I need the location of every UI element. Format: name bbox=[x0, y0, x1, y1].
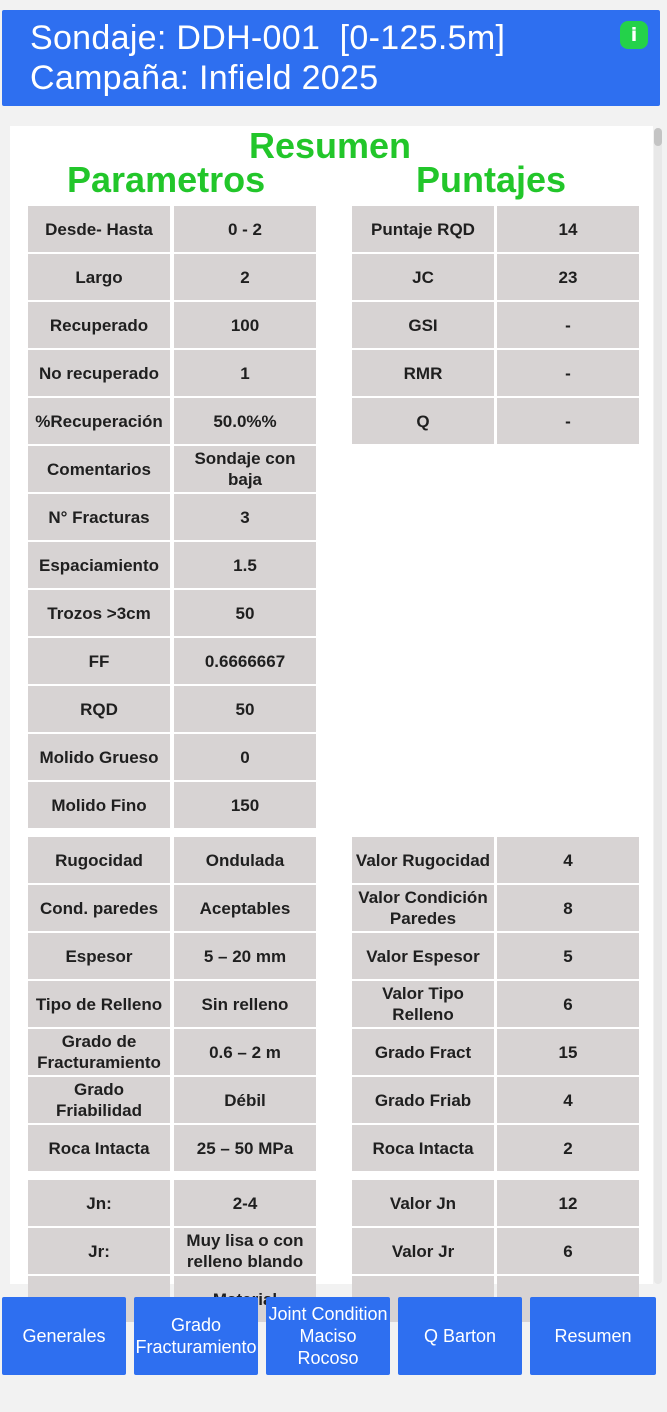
parametro-label-cell bbox=[28, 206, 170, 252]
puntaje-value-cell bbox=[497, 350, 639, 396]
puntaje-label-cell-text: Q bbox=[416, 411, 430, 431]
puntaje-value-cell-text: - bbox=[565, 315, 571, 335]
joint-param-label-cell-text: Espesor bbox=[65, 946, 133, 966]
joint-score-value-cell-text: 15 bbox=[558, 1042, 578, 1062]
puntaje-value-cell-text: 14 bbox=[558, 219, 578, 239]
joint-score-value-cell-text: 8 bbox=[563, 898, 573, 918]
q-score-value-cell-text: 12 bbox=[558, 1193, 578, 1213]
parametro-value-cell-text: 2 bbox=[240, 267, 250, 287]
parametro-label-cell bbox=[28, 590, 170, 636]
puntaje-value-cell bbox=[497, 302, 639, 348]
q-param-value-cell-text: 2-4 bbox=[232, 1193, 258, 1213]
joint-score-value-cell bbox=[497, 837, 639, 883]
bottom-nav bbox=[0, 1297, 667, 1377]
parametro-value-cell-text: 0 - 2 bbox=[227, 219, 263, 239]
joint-param-label-cell-text: Roca Intacta bbox=[48, 1138, 150, 1158]
joint-score-label-cell-text: Valor Condición Paredes bbox=[358, 888, 488, 928]
joint-param-value-cell-text: Aceptables bbox=[199, 898, 291, 918]
parametro-value-cell bbox=[174, 638, 316, 684]
parametro-value-cell-text: 1 bbox=[240, 363, 250, 383]
parametro-value-cell-text: 50 bbox=[235, 699, 255, 719]
joint-param-value-cell-text: 0.6 – 2 m bbox=[209, 1042, 281, 1062]
puntaje-value-cell bbox=[497, 254, 639, 300]
joint-param-label-cell bbox=[28, 981, 170, 1027]
joint-score-value-cell-text: 4 bbox=[563, 850, 573, 870]
scrollbar-thumb[interactable] bbox=[654, 128, 662, 146]
app-header bbox=[2, 10, 660, 106]
parametro-value-cell-text: 0 bbox=[240, 747, 250, 767]
q-param-value-cell bbox=[174, 1228, 316, 1274]
q-score-value-cell bbox=[497, 1180, 639, 1226]
joint-score-label-cell-text: Valor Tipo Relleno bbox=[382, 984, 464, 1024]
puntaje-value-cell-text: - bbox=[565, 363, 571, 383]
puntaje-label-cell-text: JC bbox=[412, 267, 434, 287]
joint-param-value-cell-text: Débil bbox=[224, 1090, 266, 1110]
nav-resumen-button[interactable] bbox=[530, 1297, 656, 1375]
nav-generales-button[interactable] bbox=[2, 1297, 126, 1375]
parametro-label-cell-text: Trozos >3cm bbox=[47, 603, 151, 623]
joint-param-label-cell-text: Grado de Fracturamiento bbox=[37, 1032, 161, 1072]
parametro-label-cell-text: Molido Fino bbox=[51, 795, 147, 815]
nav-label: Q Barton bbox=[423, 1326, 497, 1346]
joint-param-label-cell-text: Cond. paredes bbox=[39, 898, 159, 918]
campana-title: Campaña: Infield 2025 bbox=[30, 59, 379, 97]
joint-param-value-cell bbox=[174, 837, 316, 883]
joint-score-label-cell-text: Roca Intacta bbox=[372, 1138, 474, 1158]
parametro-value-cell-text: 150 bbox=[230, 795, 260, 815]
joint-score-value-cell bbox=[497, 1077, 639, 1123]
joint-score-value-cell bbox=[497, 885, 639, 931]
puntaje-value-cell bbox=[497, 206, 639, 252]
q-score-label-cell bbox=[352, 1228, 494, 1274]
parametro-value-cell-text: Sondaje con baja bbox=[194, 449, 296, 489]
parametro-label-cell-text: Desde- Hasta bbox=[45, 219, 153, 239]
joint-score-label-cell bbox=[352, 1029, 494, 1075]
joint-score-value-cell bbox=[497, 1029, 639, 1075]
nav-label: Joint Condition Maciso Rocoso bbox=[268, 1304, 388, 1368]
joint-param-label-cell bbox=[28, 837, 170, 883]
joint-score-label-cell-text: Valor Espesor bbox=[366, 946, 480, 966]
joint-score-value-cell-text: 5 bbox=[563, 946, 573, 966]
parametro-label-cell-text: Comentarios bbox=[47, 459, 151, 479]
puntaje-label-cell bbox=[352, 302, 494, 348]
parametro-label-cell-text: %Recuperación bbox=[35, 411, 163, 431]
puntaje-value-cell bbox=[497, 398, 639, 444]
joint-param-value-cell-text: Ondulada bbox=[205, 850, 285, 870]
nav-label: Resumen bbox=[554, 1326, 632, 1346]
joint-param-label-cell bbox=[28, 933, 170, 979]
joint-param-value-cell bbox=[174, 885, 316, 931]
parametro-value-cell-text: 50 bbox=[235, 603, 255, 623]
joint-score-label-cell bbox=[352, 837, 494, 883]
parametro-label-cell bbox=[28, 734, 170, 780]
resumen-title: Resumen bbox=[248, 125, 412, 166]
parametro-value-cell-text: 1.5 bbox=[233, 555, 257, 575]
joint-score-value-cell-text: 4 bbox=[563, 1090, 573, 1110]
parametro-label-cell bbox=[28, 350, 170, 396]
joint-score-value-cell bbox=[497, 1125, 639, 1171]
joint-score-label-cell bbox=[352, 933, 494, 979]
parametro-label-cell-text: No recuperado bbox=[39, 363, 159, 383]
joint-score-label-cell-text: Valor Rugocidad bbox=[355, 850, 491, 870]
parametro-value-cell-text: 100 bbox=[230, 315, 260, 335]
parametro-label-cell-text: Recuperado bbox=[49, 315, 149, 335]
parametro-value-cell bbox=[174, 782, 316, 828]
parametro-label-cell bbox=[28, 254, 170, 300]
joint-score-value-cell-text: 2 bbox=[563, 1138, 573, 1158]
joint-param-value-cell bbox=[174, 981, 316, 1027]
joint-param-value-cell bbox=[174, 1077, 316, 1123]
puntaje-label-cell-text: GSI bbox=[408, 315, 438, 335]
q-param-label-cell bbox=[28, 1180, 170, 1226]
parametro-value-cell bbox=[174, 686, 316, 732]
q-score-value-cell-text: 6 bbox=[563, 1241, 573, 1261]
parametro-value-cell bbox=[174, 590, 316, 636]
scrollbar-track[interactable] bbox=[654, 128, 662, 1284]
parametro-label-cell bbox=[28, 782, 170, 828]
puntajes-title: Puntajes bbox=[416, 159, 567, 200]
joint-param-label-cell-text: Tipo de Relleno bbox=[35, 994, 163, 1014]
parametro-value-cell bbox=[174, 494, 316, 540]
q-score-label-cell bbox=[352, 1180, 494, 1226]
summary-panel[interactable] bbox=[10, 126, 653, 1284]
joint-param-value-cell bbox=[174, 933, 316, 979]
parametro-value-cell bbox=[174, 350, 316, 396]
puntaje-value-cell-text: - bbox=[565, 411, 571, 431]
q-score-label-cell-text: Valor Jn bbox=[389, 1193, 457, 1213]
parametro-value-cell bbox=[174, 734, 316, 780]
parametro-value-cell bbox=[174, 206, 316, 252]
joint-param-value-cell bbox=[174, 1125, 316, 1171]
nav-label: Grado Fracturamiento bbox=[135, 1315, 257, 1357]
joint-param-value-cell bbox=[174, 1029, 316, 1075]
q-score-value-cell bbox=[497, 1228, 639, 1274]
parametro-value-cell-text: 0.6666667 bbox=[204, 651, 286, 671]
parametros-title: Parametros bbox=[67, 159, 266, 200]
nav-grado-fracturamiento-button[interactable] bbox=[134, 1297, 258, 1375]
parametro-value-cell-text: 50.0%% bbox=[213, 411, 277, 431]
puntaje-label-cell bbox=[352, 206, 494, 252]
puntaje-label-cell-text: Puntaje RQD bbox=[371, 219, 475, 239]
joint-param-label-cell-text: Grado Friabilidad bbox=[56, 1080, 142, 1120]
parametro-value-cell bbox=[174, 446, 316, 492]
parametro-label-cell bbox=[28, 638, 170, 684]
parametro-label-cell bbox=[28, 542, 170, 588]
joint-score-value-cell-text: 6 bbox=[563, 994, 573, 1014]
parametro-label-cell-text: RQD bbox=[80, 699, 118, 719]
joint-param-value-cell-text: 25 – 50 MPa bbox=[196, 1138, 294, 1158]
puntaje-value-cell-text: 23 bbox=[558, 267, 578, 287]
joint-param-value-cell-text: 5 – 20 mm bbox=[203, 946, 287, 966]
parametro-value-cell bbox=[174, 254, 316, 300]
parametro-value-cell bbox=[174, 302, 316, 348]
q-param-value-cell-text: Muy lisa o con relleno blando bbox=[186, 1231, 304, 1271]
joint-param-label-cell bbox=[28, 1029, 170, 1075]
joint-score-label-cell bbox=[352, 1125, 494, 1171]
puntaje-label-cell bbox=[352, 398, 494, 444]
parametro-label-cell bbox=[28, 302, 170, 348]
parametro-label-cell bbox=[28, 446, 170, 492]
joint-param-value-cell-text: Sin relleno bbox=[201, 994, 289, 1014]
joint-param-label-cell-text: Rugocidad bbox=[55, 850, 143, 870]
sondaje-title: Sondaje: DDH-001 [0-125.5m] bbox=[30, 19, 506, 57]
parametro-value-cell bbox=[174, 398, 316, 444]
info-icon[interactable]: i bbox=[620, 21, 648, 49]
joint-score-label-cell-text: Grado Fract bbox=[374, 1042, 472, 1062]
joint-param-label-cell bbox=[28, 1125, 170, 1171]
parametro-label-cell-text: N° Fracturas bbox=[48, 507, 150, 527]
parametro-label-cell-text: Molido Grueso bbox=[39, 747, 159, 767]
nav-q-barton-button[interactable] bbox=[398, 1297, 522, 1375]
parametro-label-cell-text: Largo bbox=[75, 267, 123, 287]
joint-param-label-cell bbox=[28, 1077, 170, 1123]
joint-score-value-cell bbox=[497, 933, 639, 979]
q-param-label-cell bbox=[28, 1228, 170, 1274]
q-score-label-cell-text: Valor Jr bbox=[391, 1241, 455, 1261]
q-param-label-cell-text: Jn: bbox=[86, 1193, 112, 1213]
nav-joint-condition-button[interactable] bbox=[266, 1297, 390, 1375]
joint-score-label-cell bbox=[352, 981, 494, 1027]
joint-param-label-cell bbox=[28, 885, 170, 931]
q-param-label-cell-text: Jr: bbox=[88, 1241, 110, 1261]
parametro-label-cell-text: FF bbox=[88, 651, 110, 671]
joint-score-value-cell bbox=[497, 981, 639, 1027]
joint-score-label-cell bbox=[352, 1077, 494, 1123]
parametro-label-cell bbox=[28, 398, 170, 444]
parametro-label-cell bbox=[28, 494, 170, 540]
joint-score-label-cell-text: Grado Friab bbox=[374, 1090, 472, 1110]
puntaje-label-cell-text: RMR bbox=[403, 363, 443, 383]
puntaje-label-cell bbox=[352, 350, 494, 396]
parametro-label-cell bbox=[28, 686, 170, 732]
parametro-value-cell-text: 3 bbox=[240, 507, 250, 527]
parametro-label-cell-text: Espaciamiento bbox=[39, 555, 159, 575]
parametro-value-cell bbox=[174, 542, 316, 588]
nav-label: Generales bbox=[22, 1326, 106, 1346]
joint-score-label-cell bbox=[352, 885, 494, 931]
q-param-value-cell bbox=[174, 1180, 316, 1226]
puntaje-label-cell bbox=[352, 254, 494, 300]
